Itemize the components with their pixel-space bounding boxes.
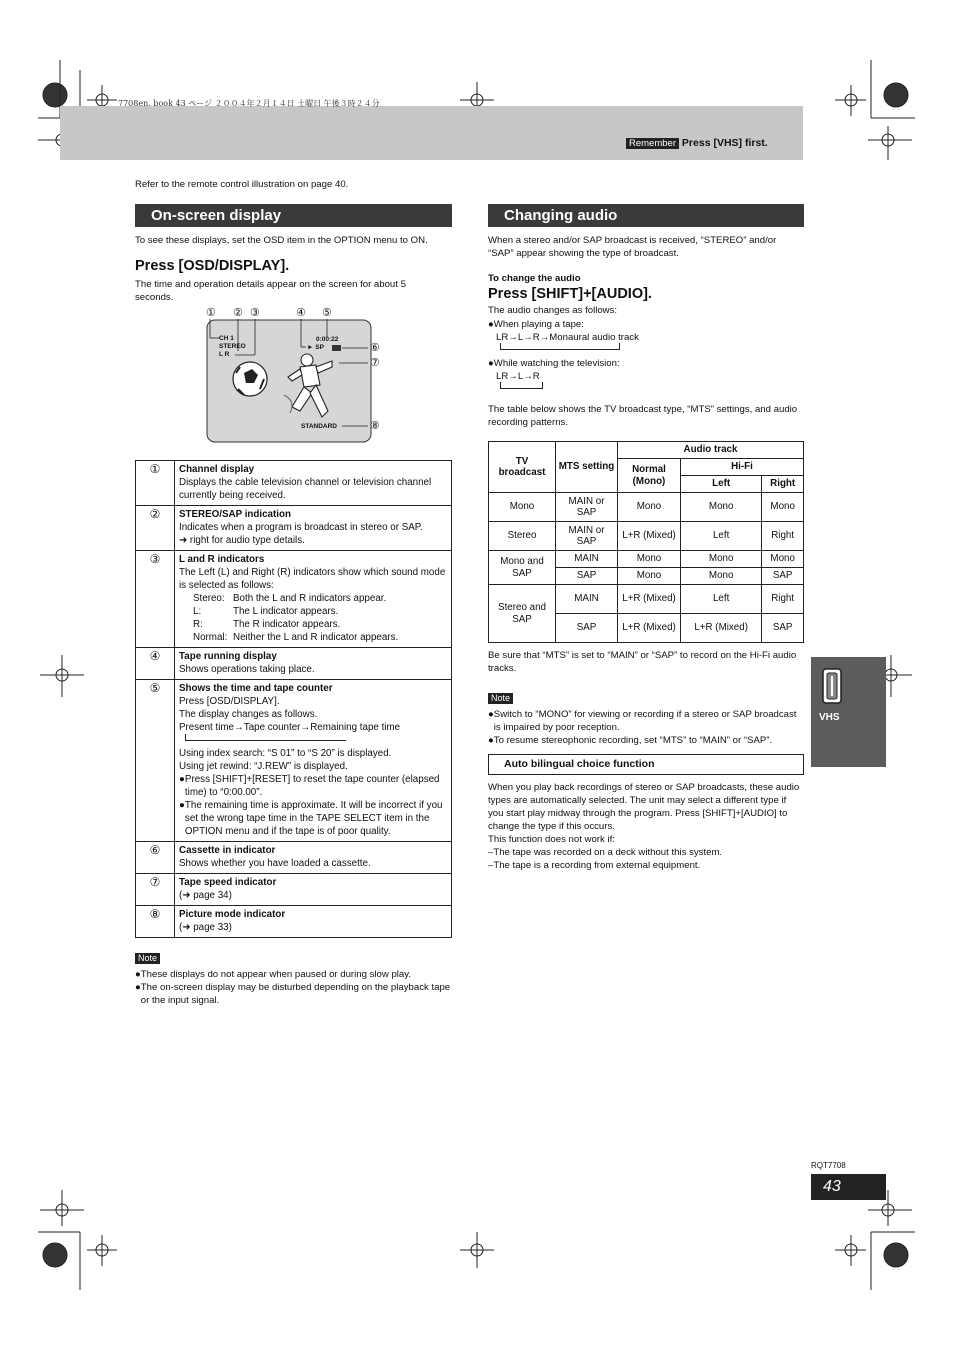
osd-time-label: 0:00:22 bbox=[316, 336, 339, 343]
legend-text: Displays the cable television channel or television channel currently being received. bbox=[179, 477, 432, 501]
page-number: 43 bbox=[811, 1174, 886, 1200]
tv-sequence: LR→L→R bbox=[496, 371, 540, 382]
table-header: Hi-Fi bbox=[681, 459, 804, 476]
callout-7: ⑦ bbox=[370, 357, 380, 369]
remember-note bbox=[626, 137, 768, 149]
audio-intro: When a stereo and/or SAP broadcast is received, “STEREO” and/or “SAP” appear showing the type of broadcast. bbox=[488, 235, 777, 259]
audio-changes: The audio changes as follows: bbox=[488, 305, 618, 316]
osd-notes bbox=[135, 948, 455, 1007]
legend-text: The display changes as follows. bbox=[179, 709, 318, 720]
legend-num: ④ bbox=[136, 648, 175, 680]
audio-track-table bbox=[488, 441, 804, 643]
table-row: SAP Mono Mono SAP bbox=[489, 568, 804, 585]
legend-title: Picture mode indicator bbox=[179, 909, 286, 920]
legend-num: ⑧ bbox=[136, 906, 175, 938]
callout-3: ③ bbox=[250, 307, 260, 319]
callout-4: ④ bbox=[296, 307, 306, 319]
vhs-side-tab bbox=[811, 657, 886, 767]
refer-text: Refer to the remote control illustration on page 40. bbox=[135, 179, 349, 190]
bilingual-title: Auto bilingual choice function bbox=[488, 754, 804, 775]
note-badge: Note bbox=[135, 953, 160, 964]
legend-text: (➜ page 34) bbox=[179, 890, 232, 901]
legend-text: Shows operations taking place. bbox=[179, 664, 315, 675]
callout-6: ⑥ bbox=[370, 342, 380, 354]
legend-num: ⑦ bbox=[136, 874, 175, 906]
osd-screen-illustration bbox=[200, 303, 390, 443]
legend-row bbox=[136, 551, 452, 648]
table-header: Right bbox=[762, 476, 804, 493]
after-table-text: Be sure that “MTS” is set to “MAIN” or “SAP” to record on the Hi-Fi audio tracks. bbox=[488, 650, 797, 674]
osd-lr-label: L R bbox=[219, 351, 230, 358]
print-line: 7708en. book 43 ページ ２００４年２月１４日 土曜日 午後３時２４分 bbox=[118, 99, 380, 108]
legend-text: Press [OSD/DISPLAY]. bbox=[179, 696, 280, 707]
callout-5: ⑤ bbox=[322, 307, 332, 319]
header-band bbox=[60, 106, 803, 160]
legend-num: ① bbox=[136, 461, 175, 506]
legend-title: Shows the time and tape counter bbox=[179, 683, 333, 694]
mode-line: Normal: Neither the L and R indicator appears. bbox=[193, 632, 399, 643]
legend-num: ⑤ bbox=[136, 680, 175, 842]
table-row: Mono MAIN or SAP Mono Mono Mono bbox=[489, 493, 804, 522]
table-header: MTS setting bbox=[556, 442, 618, 493]
legend-row bbox=[136, 874, 452, 906]
callout-1: ① bbox=[206, 307, 216, 319]
osd-figure bbox=[200, 303, 390, 443]
tv-label: ● While watching the television: bbox=[488, 358, 620, 369]
callout-8: ⑧ bbox=[370, 420, 380, 432]
table-header: Audio track bbox=[618, 442, 804, 459]
legend-row bbox=[136, 680, 452, 842]
legend-title: Tape speed indicator bbox=[179, 877, 277, 888]
osd-desc: The time and operation details appear on the screen for about 5 seconds. bbox=[135, 279, 406, 303]
osd-legend-table bbox=[135, 460, 452, 938]
legend-title: STEREO/SAP indication bbox=[179, 509, 291, 520]
table-row: Stereo and SAP MAIN L+R (Mixed) Left Right bbox=[489, 585, 804, 614]
note-item: ● Switch to “MONO” for viewing or recording if a stereo or SAP broadcast is impaired by poor reception. bbox=[488, 709, 797, 733]
legend-row bbox=[136, 648, 452, 680]
table-row: SAP L+R (Mixed) L+R (Mixed) SAP bbox=[489, 614, 804, 643]
tape-sequence: LR→L→R→Monaural audio track bbox=[496, 332, 639, 343]
table-row: Stereo MAIN or SAP L+R (Mixed) Left Right bbox=[489, 522, 804, 551]
cassette-icon bbox=[819, 667, 847, 707]
table-header: Normal (Mono) bbox=[618, 459, 681, 493]
side-tab-label: VHS bbox=[819, 712, 840, 723]
note-item: ● To resume stereophonic recording, set “MTS” to “MAIN” or “SAP”. bbox=[488, 735, 773, 746]
legend-text: ➜ right for audio type details. bbox=[179, 535, 305, 546]
legend-num: ② bbox=[136, 506, 175, 551]
section-title-osd: On-screen display bbox=[135, 204, 452, 227]
table-intro: The table below shows the TV broadcast type, “MTS” settings, and audio recording patterns. bbox=[488, 404, 798, 428]
legend-num: ③ bbox=[136, 551, 175, 648]
bullet-item: ● Press [SHIFT]+[RESET] to reset the tape counter (elapsed time) to “0:00.00”. bbox=[179, 774, 440, 798]
legend-title: Tape running display bbox=[179, 651, 277, 662]
mode-line: L: The L indicator appears. bbox=[193, 606, 339, 617]
note-item: ● These displays do not appear when paused or during slow play. bbox=[135, 969, 412, 980]
audio-subheading: To change the audio bbox=[488, 273, 581, 284]
doc-code: RQT7708 bbox=[811, 1161, 846, 1170]
table-header: Left bbox=[681, 476, 762, 493]
audio-heading: Press [SHIFT]+[AUDIO]. bbox=[488, 286, 652, 302]
bilingual-text: When you play back recordings of stereo or SAP broadcasts, these audio types are automatically selected. The unit may select a different type if you start play midway through the program. Press [SHIFT]+[AUDIO] to change the type if this occurs. This function does not work if: –The tape was recorded on a deck without this system. –The tape is a recording from external equipment. bbox=[488, 782, 800, 871]
audio-notes bbox=[488, 688, 804, 747]
legend-title: Cassette in indicator bbox=[179, 845, 276, 856]
legend-row bbox=[136, 506, 452, 551]
legend-row bbox=[136, 461, 452, 506]
legend-text: Shows whether you have loaded a cassette. bbox=[179, 858, 371, 869]
bullet-item: ● The remaining time is approximate. It will be incorrect if you set the wrong tape time in the TAPE SELECT item in the OPTION menu and if the tape is of poor quality. bbox=[179, 800, 443, 837]
mode-line: Stereo: Both the L and R indicators appear. bbox=[193, 593, 387, 604]
legend-title: Channel display bbox=[179, 464, 255, 475]
legend-text: Using index search: “S 01” to “S 20” is displayed. bbox=[179, 748, 392, 759]
osd-heading: Press [OSD/DISPLAY]. bbox=[135, 258, 290, 274]
tape-label: ● When playing a tape: bbox=[488, 319, 584, 330]
legend-text: Using jet rewind: “J.REW” is displayed. bbox=[179, 761, 348, 772]
cycle-arrow bbox=[500, 382, 543, 389]
osd-intro: To see these displays, set the OSD item in the OPTION menu to ON. bbox=[135, 235, 428, 246]
osd-stereo-label: STEREO bbox=[219, 343, 246, 350]
table-row: Mono and SAP MAIN Mono Mono Mono bbox=[489, 551, 804, 568]
legend-text: The Left (L) and Right (R) indicators show which sound mode is selected as follows: bbox=[179, 567, 446, 591]
mode-line: R: The R indicator appears. bbox=[193, 619, 341, 630]
cycle-arrow bbox=[500, 343, 620, 350]
legend-row bbox=[136, 842, 452, 874]
table-header: TV broadcast bbox=[489, 442, 556, 493]
cycle-arrow bbox=[185, 734, 346, 741]
osd-standard-label: STANDARD bbox=[301, 423, 337, 430]
osd-speed-label: ► SP bbox=[307, 344, 324, 351]
osd-ch-label: CH 1 bbox=[219, 335, 234, 342]
legend-title: L and R indicators bbox=[179, 554, 265, 565]
legend-text: (➜ page 33) bbox=[179, 922, 232, 933]
remember-text: Press [VHS] first. bbox=[681, 137, 768, 149]
callout-2: ② bbox=[233, 307, 243, 319]
legend-num: ⑥ bbox=[136, 842, 175, 874]
remember-badge: Remember bbox=[626, 138, 679, 149]
note-badge: Note bbox=[488, 693, 513, 704]
legend-text: Indicates when a program is broadcast in stereo or SAP. bbox=[179, 522, 423, 533]
legend-text: Present time→Tape counter→Remaining tape time bbox=[179, 722, 401, 733]
legend-row bbox=[136, 906, 452, 938]
section-title-audio: Changing audio bbox=[488, 204, 804, 227]
cassette-icon bbox=[332, 345, 341, 351]
note-item: ● The on-screen display may be disturbed depending on the playback tape or the input signal. bbox=[135, 982, 451, 1006]
